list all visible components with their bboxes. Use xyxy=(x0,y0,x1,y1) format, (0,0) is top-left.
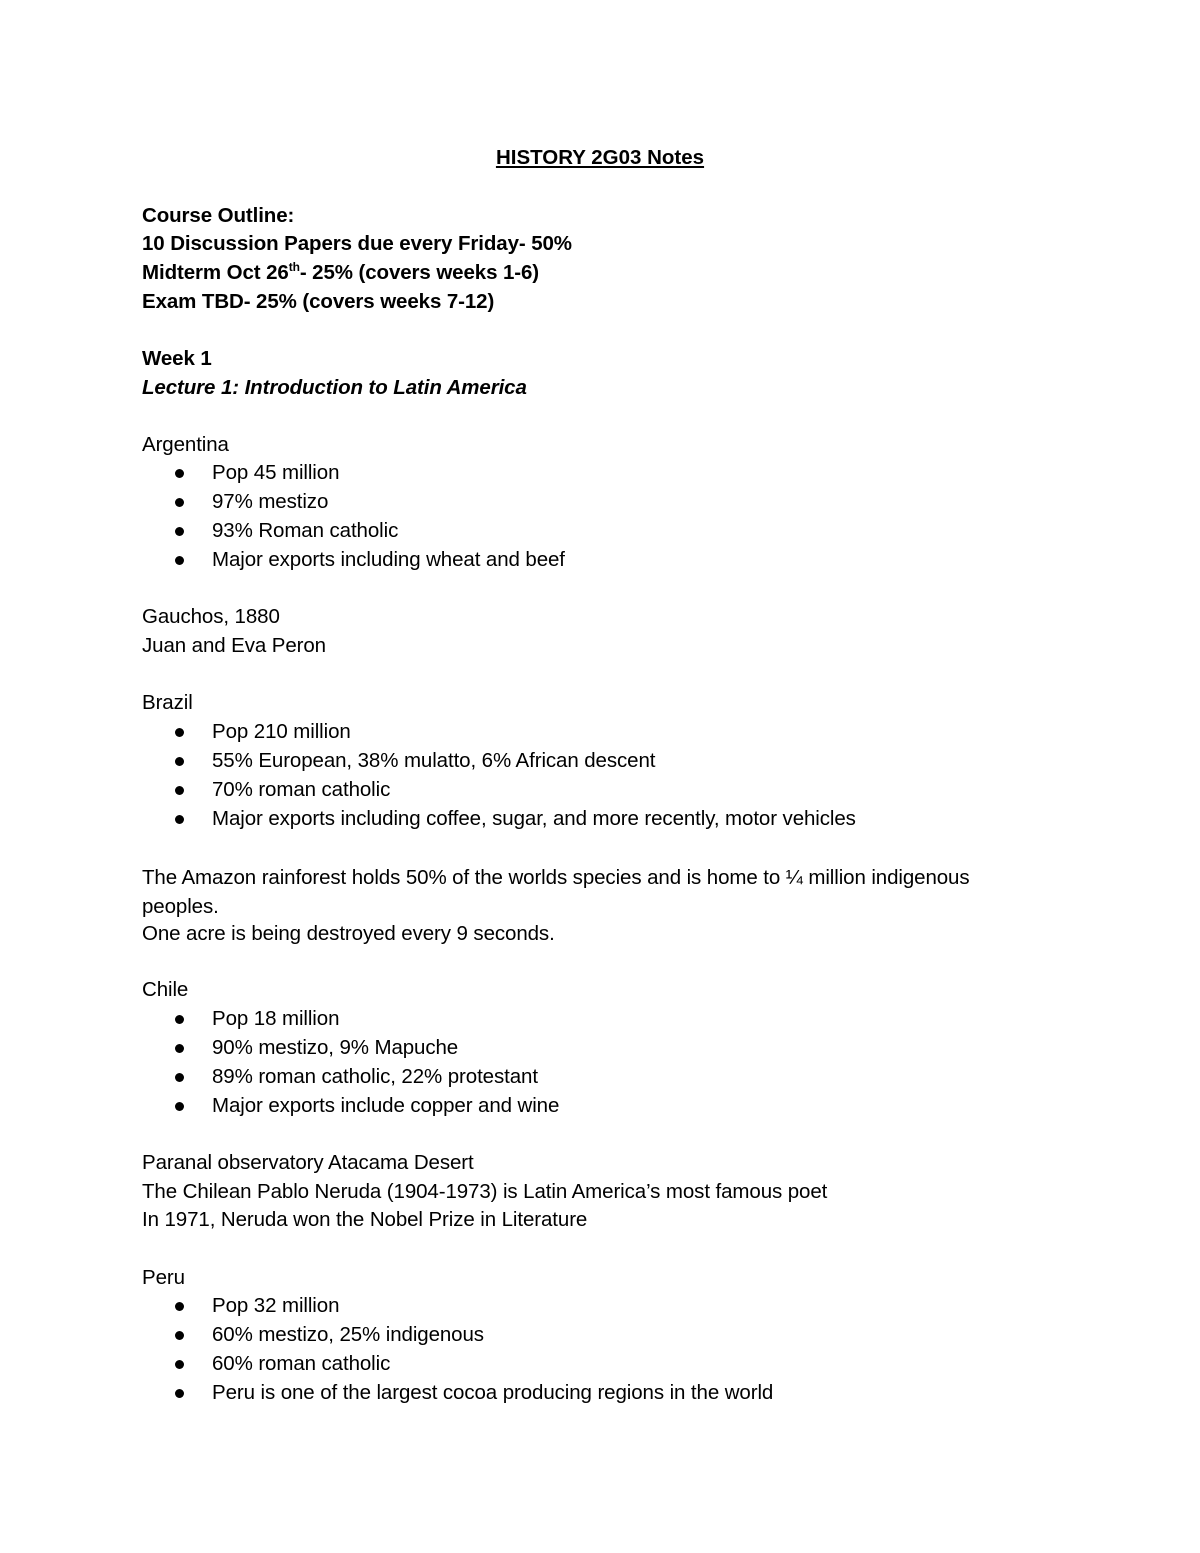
list-item: Pop 18 million xyxy=(172,1006,559,1035)
brazil-note: The Amazon rainforest holds 50% of the worlds species and is home to ¼ million indigenous peoples. xyxy=(142,866,970,918)
bullet-icon xyxy=(175,498,184,507)
bullet-icon xyxy=(175,786,184,795)
chile-list xyxy=(172,1006,559,1122)
bullet-icon xyxy=(175,469,184,478)
section-peru: Peru xyxy=(142,1266,185,1289)
chile-note: In 1971, Neruda won the Nobel Prize in Literature xyxy=(142,1208,588,1231)
list-item: Peru is one of the largest cocoa producing regions in the world xyxy=(172,1380,773,1409)
chile-note: The Chilean Pablo Neruda (1904-1973) is Latin America’s most famous poet xyxy=(142,1180,828,1203)
bullet-icon xyxy=(175,1331,184,1340)
list-item: 55% European, 38% mulatto, 6% African descent xyxy=(172,748,856,777)
section-brazil: Brazil xyxy=(142,691,193,714)
list-item: Major exports including wheat and beef xyxy=(172,547,565,576)
outline-item-discussion: 10 Discussion Papers due every Friday- 50% xyxy=(142,232,572,255)
chile-note: Paranal observatory Atacama Desert xyxy=(142,1151,474,1174)
list-item: 70% roman catholic xyxy=(172,777,856,806)
argentina-list xyxy=(172,460,565,576)
list-item: 60% roman catholic xyxy=(172,1351,773,1380)
list-item: Pop 45 million xyxy=(172,460,565,489)
argentina-note: Gauchos, 1880 xyxy=(142,605,280,628)
peru-list xyxy=(172,1293,773,1409)
list-item: 90% mestizo, 9% Mapuche xyxy=(172,1035,559,1064)
bullet-icon xyxy=(175,815,184,824)
bullet-icon xyxy=(175,757,184,766)
list-item: 97% mestizo xyxy=(172,489,565,518)
bullet-icon xyxy=(175,728,184,737)
page-title: HISTORY 2G03 Notes xyxy=(495,146,705,169)
bullet-icon xyxy=(175,556,184,565)
list-item: Major exports including coffee, sugar, and more recently, motor vehicles xyxy=(172,806,856,835)
bullet-icon xyxy=(175,1360,184,1369)
section-argentina: Argentina xyxy=(142,433,229,456)
list-item: Major exports include copper and wine xyxy=(172,1093,559,1122)
bullet-icon xyxy=(175,1302,184,1311)
list-item: Pop 210 million xyxy=(172,719,856,748)
bullet-icon xyxy=(175,1015,184,1024)
section-chile: Chile xyxy=(142,978,189,1001)
outline-item-exam: Exam TBD- 25% (covers weeks 7-12) xyxy=(142,290,495,313)
list-item: 60% mestizo, 25% indigenous xyxy=(172,1322,773,1351)
bullet-icon xyxy=(175,1102,184,1111)
bullet-icon xyxy=(175,527,184,536)
list-item: 89% roman catholic, 22% protestant xyxy=(172,1064,559,1093)
brazil-note: One acre is being destroyed every 9 seconds. xyxy=(142,922,555,945)
outline-item-midterm: Midterm Oct 26th- 25% (covers weeks 1-6) xyxy=(142,260,540,284)
list-item: Pop 32 million xyxy=(172,1293,773,1322)
bullet-icon xyxy=(175,1073,184,1082)
brazil-list xyxy=(172,719,856,835)
course-outline-heading: Course Outline: xyxy=(142,204,295,227)
lecture-heading: Lecture 1: Introduction to Latin America xyxy=(142,376,527,399)
bullet-icon xyxy=(175,1044,184,1053)
argentina-note: Juan and Eva Peron xyxy=(142,634,326,657)
list-item: 93% Roman catholic xyxy=(172,518,565,547)
week-heading: Week 1 xyxy=(142,347,212,370)
bullet-icon xyxy=(175,1389,184,1398)
